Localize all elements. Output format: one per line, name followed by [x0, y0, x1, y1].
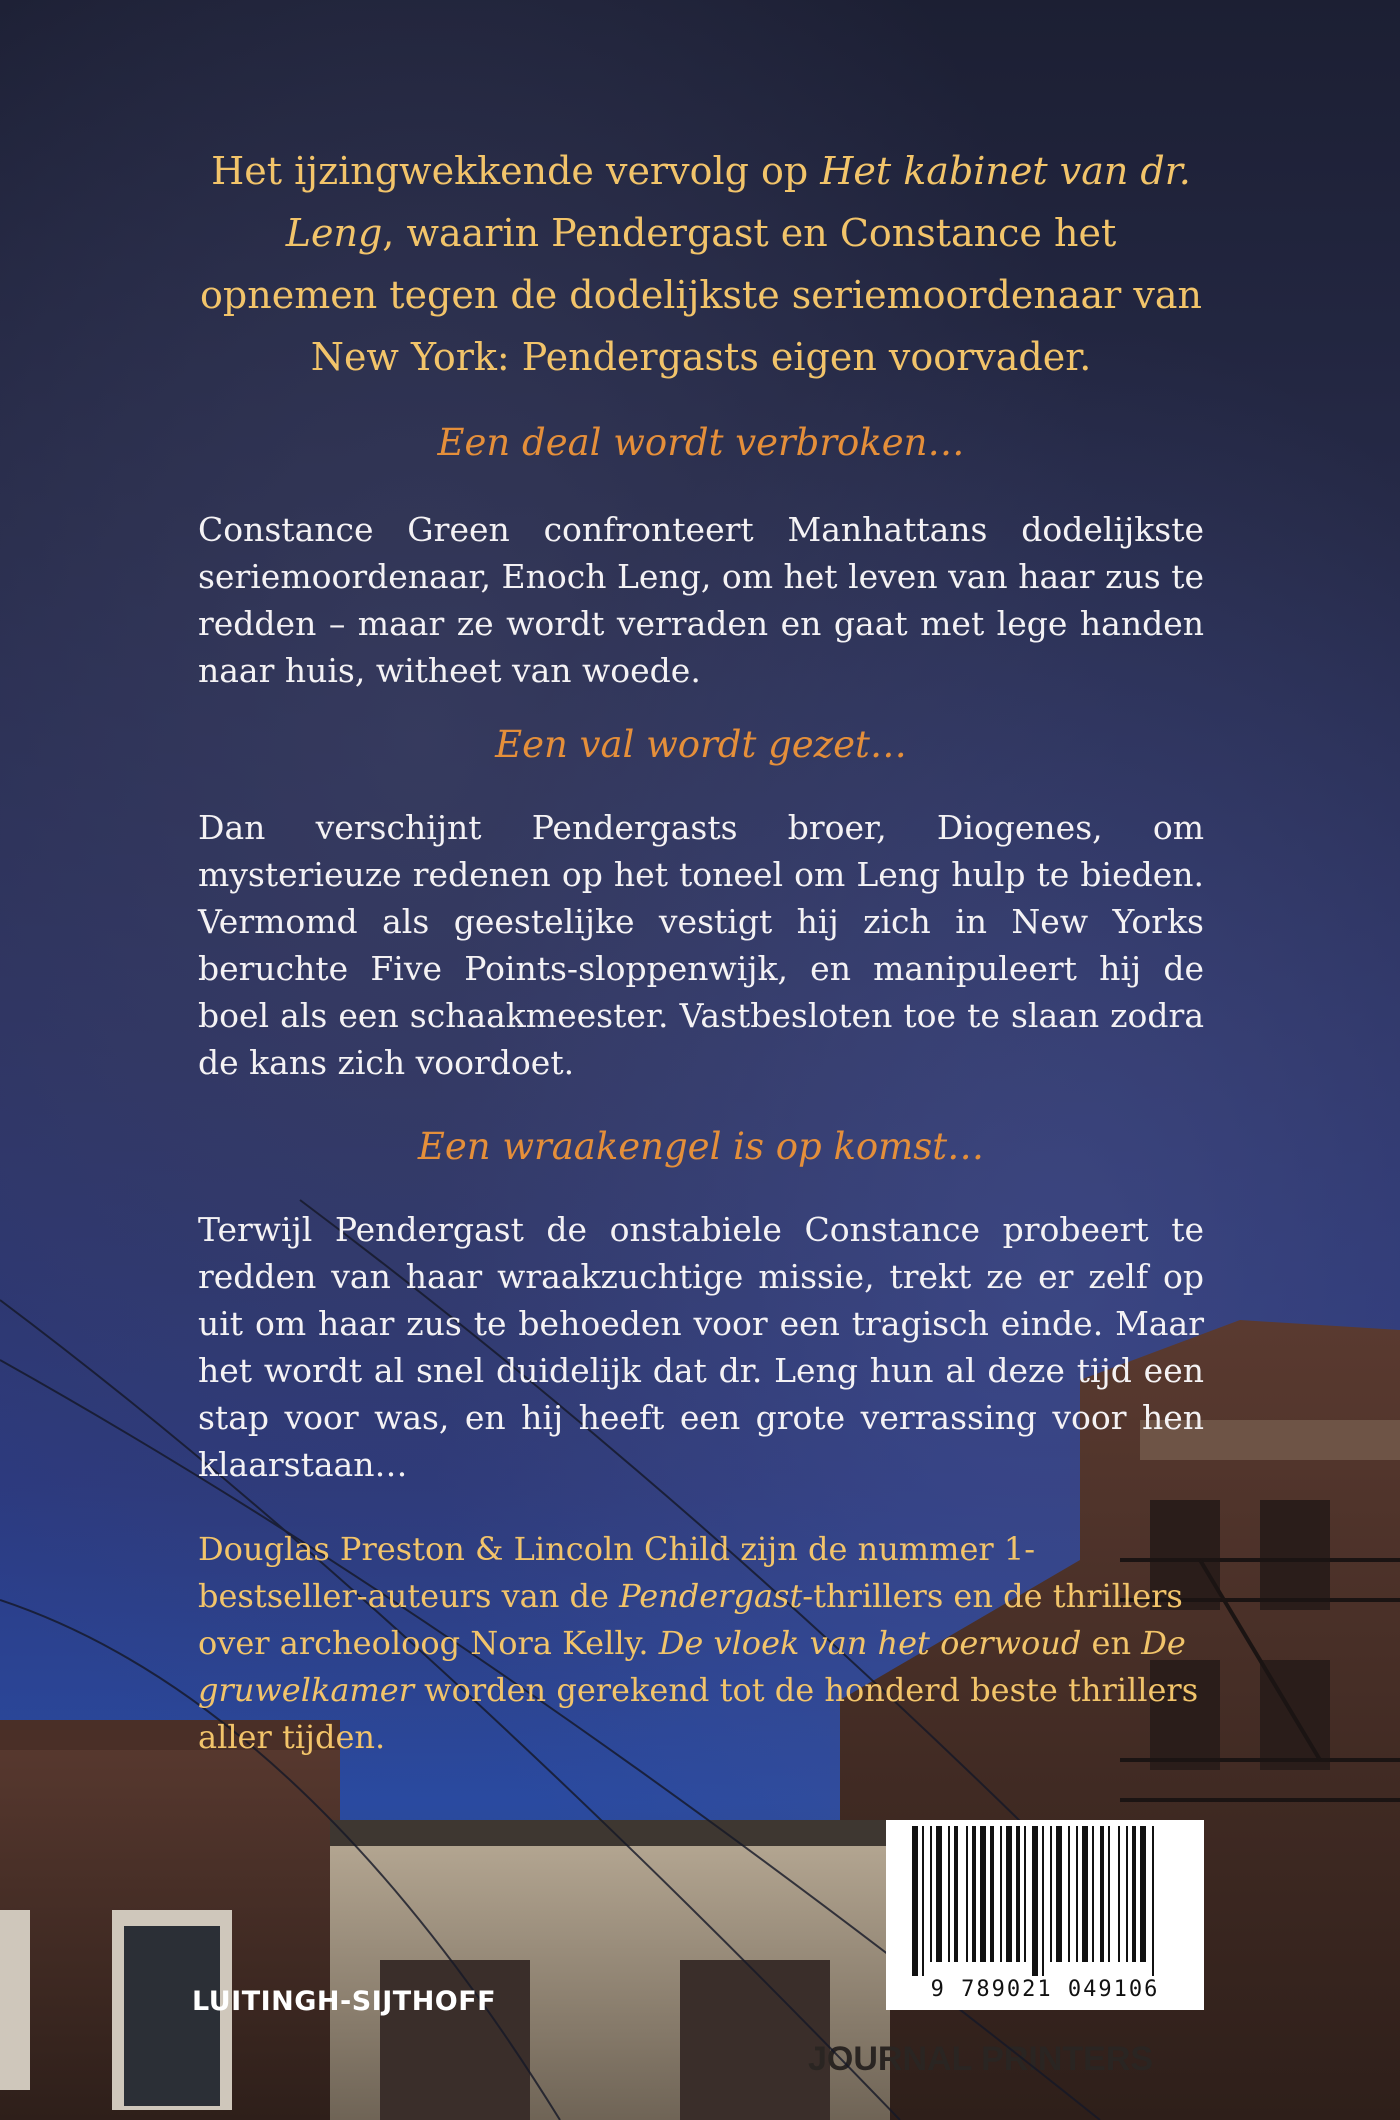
barcode-bar	[990, 1826, 994, 1962]
author-bio-part3: en	[1081, 1624, 1142, 1662]
isbn-barcode	[886, 1820, 1204, 2010]
tagline-3: Een wraakengel is op komst…	[417, 1125, 985, 1168]
author-bio-book2: De gruwelkamer	[198, 1624, 1186, 1709]
barcode-bar	[1006, 1826, 1012, 1962]
paragraph-1: Constance Green confronteert Manhattans dodelijkste seriemoordenaar, Enoch Leng, om het leven van haar zus te redden – maar ze wordt verraden en gaat met lege handen naar huis, witheet van woede.	[198, 510, 1204, 690]
barcode-bar	[1140, 1826, 1146, 1962]
photo-sign-text: JOURNAL PRINTERS	[808, 2040, 1154, 2078]
barcode-bar	[1076, 1826, 1078, 1962]
barcode-bar	[1082, 1826, 1088, 1962]
barcode-bar	[922, 1826, 924, 1976]
barcode-bar	[980, 1826, 986, 1962]
barcode-bar	[1000, 1826, 1002, 1962]
barcode-bar	[930, 1826, 932, 1962]
barcode-bar	[1042, 1826, 1044, 1976]
author-bio-series: Pendergast	[619, 1577, 803, 1615]
barcode-bar	[1024, 1826, 1026, 1962]
intro-blurb	[198, 140, 1204, 388]
publisher-logo: LUITINGH-SIJTHOFF	[192, 1986, 497, 2017]
barcode-bar	[1016, 1826, 1020, 1962]
barcode-bar	[1068, 1826, 1070, 1962]
isbn-number: 9 789021 049106	[930, 1977, 1160, 2002]
tagline-1: Een deal wordt verbroken…	[437, 421, 965, 464]
tagline-2: Een val wordt gezet…	[495, 723, 907, 766]
author-bio-part2: -thrillers en de thrillers over archeoloog Nora Kelly.	[198, 1577, 1183, 1662]
barcode-bar	[966, 1826, 968, 1962]
barcode-bar	[1132, 1826, 1136, 1962]
barcode-bar	[1092, 1826, 1094, 1962]
barcode-bar	[1118, 1826, 1120, 1962]
author-bio-part4: worden gerekend tot de honderd beste thrillers aller tijden.	[198, 1671, 1199, 1756]
barcode-bars	[886, 1826, 1204, 1986]
author-bio	[198, 1526, 1204, 1761]
author-bio-book1: De vloek van het oerwoud	[658, 1624, 1082, 1662]
intro-post: , waarin Pendergast en Constance het opnemen tegen de dodelijkste seriemoordenaar van New York: Pendergasts eigen voorvader.	[200, 211, 1202, 379]
barcode-bar	[948, 1826, 950, 1962]
barcode-bar	[1108, 1826, 1110, 1962]
intro-book-title: Het kabinet van dr. Leng	[285, 149, 1191, 255]
barcode-bar	[1152, 1826, 1154, 1976]
barcode-bar	[1100, 1826, 1104, 1962]
barcode-bar	[1032, 1826, 1038, 1976]
paragraph-2: Dan verschijnt Pendergasts broer, Diogenes, om mysterieuze redenen op het toneel om Leng hulp te bieden. Vermomd als geestelijke vestigt hij zich in New Yorks beruchte Five Points-sloppenwijk, en manipuleert hij de boel als een schaakmeester. Vastbesloten toe te slaan zodra de kans zich voordoet.	[198, 808, 1204, 1082]
barcode-bar	[912, 1826, 918, 1976]
barcode-bar	[1050, 1826, 1052, 1962]
intro-pre: Het ijzingwekkende vervolg op	[211, 149, 821, 193]
barcode-bar	[1126, 1826, 1128, 1962]
barcode-bar	[1056, 1826, 1062, 1962]
back-cover-text	[198, 140, 1204, 1761]
paragraph-3: Terwijl Pendergast de onstabiele Constance probeert te redden van haar wraakzuchtige missie, trekt ze er zelf op uit om haar zus te behoeden voor een tragisch einde. Maar het wordt al snel duidelijk dat dr. Leng hun al deze tijd een stap voor was, en hij heeft een grote verrassing voor hen klaarstaan…	[198, 1210, 1204, 1484]
author-bio-part1: Douglas Preston & Lincoln Child zijn de nummer 1-bestseller-auteurs van de	[198, 1530, 1036, 1615]
barcode-bar	[936, 1826, 942, 1962]
barcode-bar	[972, 1826, 976, 1962]
barcode-bar	[954, 1826, 958, 1962]
